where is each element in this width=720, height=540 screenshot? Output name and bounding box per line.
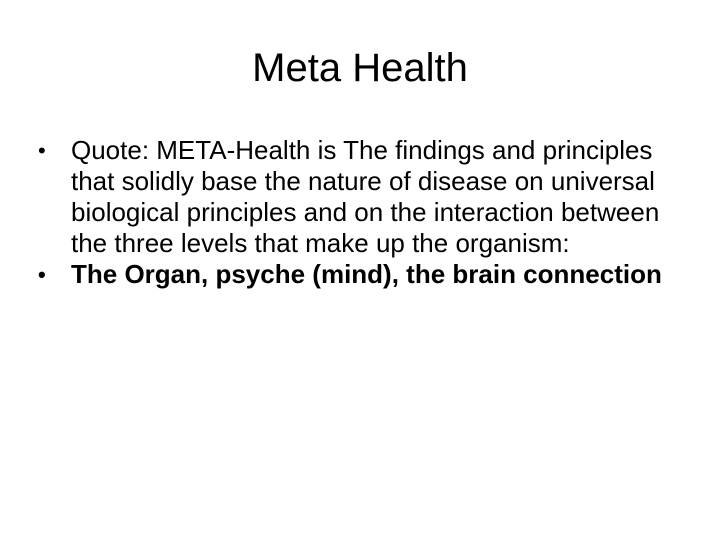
bullet-list <box>36 135 676 290</box>
bullet-dot-icon: • <box>38 138 46 163</box>
bullet-text-connection: The Organ, psyche (mind), the brain connection <box>71 259 662 289</box>
slide-title: Meta Health <box>252 46 468 90</box>
bullet-item-quote <box>36 135 676 259</box>
bullet-dot-icon: • <box>38 262 46 287</box>
bullet-text-quote: Quote: META-Health is The findings and principles that solidly base the nature of disease on universal biological principles and on the interaction between the three levels that make up the organism: <box>71 135 660 258</box>
bullet-item-connection <box>36 259 676 290</box>
